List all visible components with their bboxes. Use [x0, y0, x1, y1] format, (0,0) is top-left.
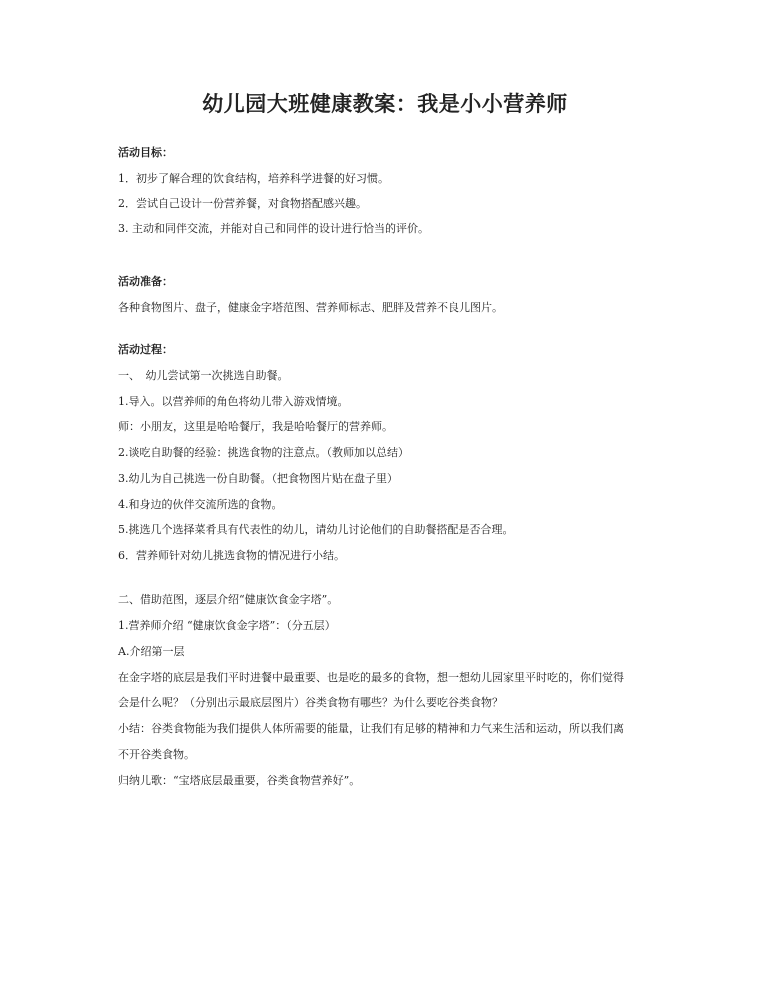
document-title: 幼儿园大班健康教案：我是小小营养师 [202, 91, 568, 116]
goals-heading: 活动目标： [118, 146, 173, 159]
preparation-text: 各种食物图片、盘子，健康金字塔范图、营养师标志、肥胖及营养不良儿图片。 [118, 301, 503, 314]
section2-line-6: 不开谷类食物。 [118, 748, 195, 761]
section1-line-3: 2.谈吃自助餐的经验：挑选食物的注意点。（教师加以总结） [118, 446, 409, 459]
section2-line-1: 1.营养师介绍 “健康饮食金字塔”：（分五层） [118, 619, 336, 632]
section2-line-3: 在金字塔的底层是我们平时进餐中最重要、也是吃的最多的食物，想一想幼儿园家里平时吃的，你们觉得 [118, 671, 624, 684]
section2-line-7: 归纳儿歌：“宝塔底层最重要，谷类食物营养好”。 [118, 774, 361, 787]
section2-title: 二、借助范图，逐层介绍“健康饮食金字塔”。 [118, 593, 339, 606]
section2-line-2: A.介绍第一层 [118, 645, 185, 658]
goal-item-1: 1．初步了解合理的饮食结构，培养科学进餐的好习惯。 [118, 172, 389, 185]
goal-item-2: 2．尝试自己设计一份营养餐，对食物搭配感兴趣。 [118, 197, 367, 210]
process-heading: 活动过程： [118, 343, 173, 356]
section1-line-5: 4.和身边的伙伴交流所选的食物。 [118, 498, 283, 511]
section1-line-1: 1.导入。以营养师的角色将幼儿带入游戏情境。 [118, 395, 349, 408]
section1-line-7: 6．营养师针对幼儿挑选食物的情况进行小结。 [118, 549, 345, 562]
section2-line-4: 会是什么呢？（分别出示最底层图片）谷类食物有哪些？为什么要吃谷类食物？ [118, 696, 503, 709]
section2-line-5: 小结：谷类食物能为我们提供人体所需要的能量，让我们有足够的精神和力气来生活和运动，所以我们离 [118, 722, 624, 735]
section1-line-4: 3.幼儿为自己挑选一份自助餐。（把食物图片贴在盘子里） [118, 472, 398, 485]
section1-line-6: 5.挑选几个选择菜肴具有代表性的幼儿，请幼儿讨论他们的自助餐搭配是否合理。 [118, 523, 514, 536]
goal-item-3: 3. 主动和同伴交流，并能对自己和同伴的设计进行恰当的评价。 [118, 222, 429, 235]
section1-line-2: 师：小朋友，这里是哈哈餐厅，我是哈哈餐厅的营养师。 [118, 420, 393, 433]
section1-title: 一、 幼儿尝试第一次挑选自助餐。 [118, 369, 289, 382]
preparation-heading: 活动准备： [118, 275, 173, 288]
